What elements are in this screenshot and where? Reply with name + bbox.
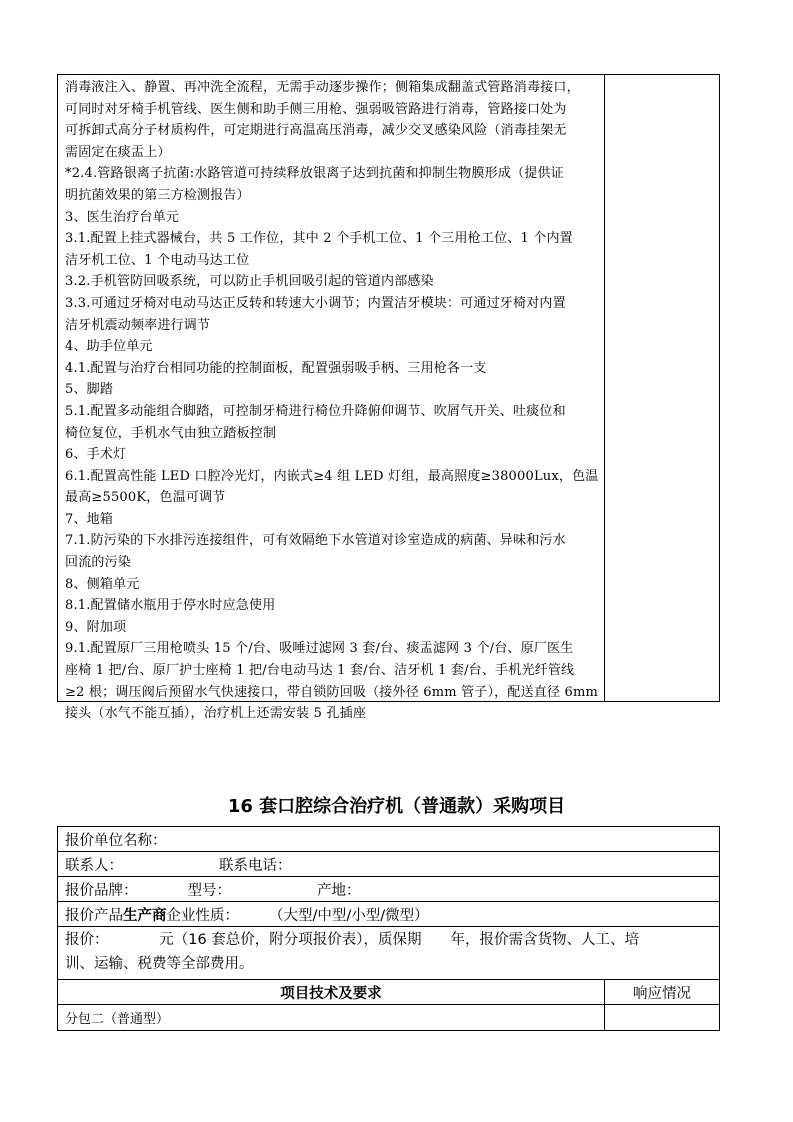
header-response: 响应情况 [633,985,691,1002]
spec-line: 消毒液注入、静置、再冲洗全流程，无需手动逐步操作；侧箱集成翻盖式管路消毒接口， [65,80,580,95]
spec-line: 5.1.配置多动能组合脚踏，可控制牙椅进行椅位升降俯仰调节、吹屑气开关、吐痰位和 [65,403,566,419]
spec-continuation-table [57,74,720,722]
quotation-line: 训、运输、税费等全部费用。 [65,956,254,972]
spec-line: 回流的污染 [65,555,132,571]
quotation-line: 报价： 元（16 套总价，附分项报价表），质保期 年，报价需含货物、人工、培 [65,932,640,948]
spec-line: 8.1.配置储水瓶用于停水时应急使用 [65,598,276,614]
spec-line: 需固定在痰盂上） [65,144,171,160]
spec-line: 7.1.防污染的下水排污连接组件，可有效隔绝下水管道对诊室造成的病菌、异味和污水 [65,533,566,549]
spec-line: 9、附加项 [65,619,127,635]
spec-line: 8、侧箱单元 [65,576,140,592]
contact-label: 联系人： [65,857,123,874]
spec-line: 5、脚踏 [65,382,114,398]
spec-line: 3.2.手机管防回吸系统，可以防止手机回吸引起的管道内部感染 [65,274,434,290]
unit-name-row [58,827,719,852]
spec-line: 3.1.配置上挂式器械台，共 5 工作位，其中 2 个手机工位、1 个三用枪工位、1 个内置 [65,231,573,247]
spec-line: 6.1.配置高性能 LED 口腔冷光灯，内嵌式≥4 组 LED 灯组，最高照度≥38000Lux，色温 [65,468,599,484]
spec-line: 6、手术灯 [65,447,127,463]
spec-line: 洁牙机工位、1 个电动马达工位 [65,252,250,268]
spec-requirements-column [58,75,605,722]
phone-label: 联系电话： [219,857,292,874]
spec-line: 接头（水气不能互插），治疗机上还需安装 5 孔插座 [65,706,367,722]
sub-package-row [58,1005,719,1030]
spec-line: 4、助手位单元 [65,339,153,355]
spec-line: 明抗菌效果的第三方检测报告） [65,187,250,203]
spec-line: 4.1.配置与治疗台相同功能的控制面板，配置强弱吸手柄、三用枪各一支 [65,360,487,376]
quotation-row [58,927,719,980]
response-column [605,75,719,701]
origin-label: 产地： [317,882,361,899]
nature-suffix: 企业性质： [166,907,239,924]
spec-line: 洁牙机震动频率进行调节 [65,317,211,333]
nature-manufacturer: 生产商 [123,907,167,924]
spec-line: *2.4.管路银离子抗菌:水路管道可持续释放银离子达到抗菌和抑制生物膜形成（提供证 [65,166,564,182]
nature-options: （大型/中型/小型/微型） [269,907,429,924]
sub-package-label: 分包二（普通型） [58,1005,605,1030]
spec-line: 最高≥5500K，色温可调节 [65,490,226,506]
brand-label: 报价品牌： [65,882,138,899]
brand-row [58,877,719,902]
model-label: 型号： [187,882,231,899]
spec-line: 3.3.可通过牙椅对电动马达正反转和转速大小调节；内置洁牙模块：可通过牙椅对内置 [65,295,566,311]
header-row [58,980,719,1005]
header-tech: 项目技术及要求 [58,980,605,1004]
nature-prefix: 报价产品 [65,907,123,924]
sub-package-response [605,1005,719,1030]
spec-line: 可同时对牙椅手机管线、医生侧和助手侧三用枪、强弱吸管路进行消毒，管路接口处为 [65,101,567,117]
spec-line: 7、地箱 [65,511,114,527]
section-title: 16 套口腔综合治疗机（普通款）采购项目 [227,796,566,817]
enterprise-nature-row [58,902,719,927]
quotation-form-table [57,826,720,1031]
spec-line: 3、医生治疗台单元 [65,209,180,225]
spec-line: 椅位复位，手机水气由独立踏板控制 [65,425,277,441]
contact-row [58,852,719,877]
spec-line: 9.1.配置原厂三用枪喷头 15 个/台、吸唾过滤网 3 套/台、痰盂滤网 3 个/台、原厂医生 [65,641,574,657]
spec-line: 座椅 1 把/台、原厂护士座椅 1 把/台电动马达 1 套/台、洁牙机 1 套/台、手机光纤管线 [65,663,575,679]
unit-name-label: 报价单位名称： [65,832,167,849]
spec-line: 可拆卸式高分子材质构件，可定期进行高温高压消毒，减少交叉感染风险（消毒挂架无 [65,123,567,139]
spec-line: ≥2 根；调压阀后预留水气快速接口，带自锁防回吸（接外径 6mm 管子），配送直径 6mm [65,684,599,700]
